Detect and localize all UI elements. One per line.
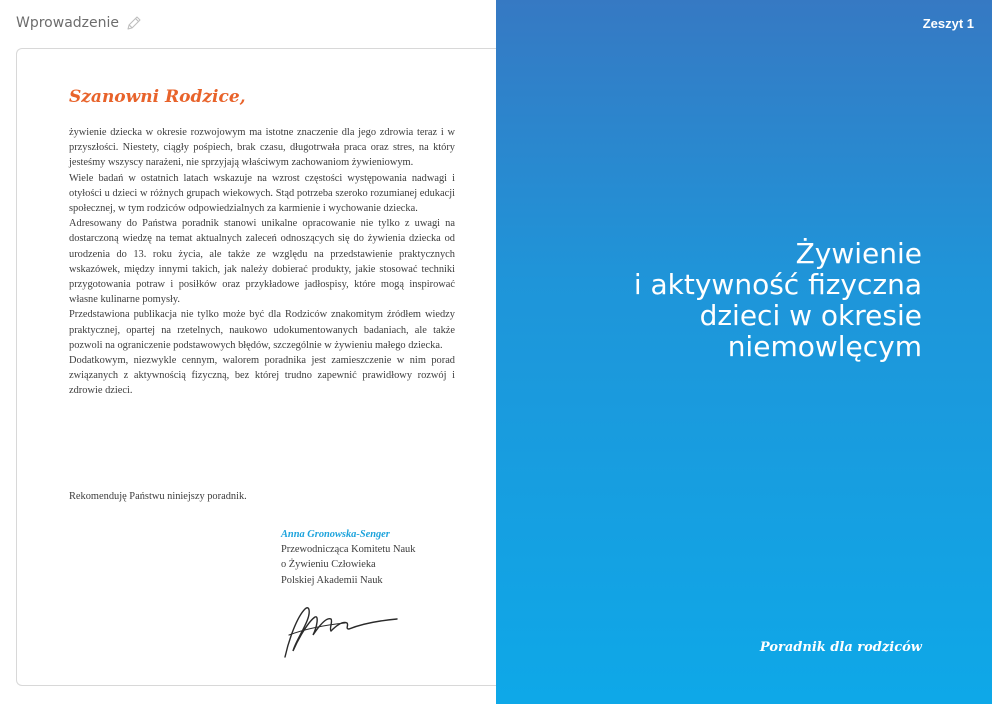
author-role-line: Polskiej Akademii Nauk [281, 574, 383, 586]
author-role-line: o Żywieniu Człowieka [281, 559, 376, 571]
paragraph: żywienie dziecka w okresie rozwojowym ma istotne znaczenie dla jego zdrowia teraz i w przyszłości. Niestety, ciągły pośpiech, brak czasu, długotrwała praca oraz stres, na który jesteśmy wszyscy narażeni, nie sprzyjają właściwym zachowaniom żywieniowym. [69, 127, 455, 169]
paragraph: Wiele badań w ostatnich latach wskazuje na wzrost częstości występowania nadwagi i otyłości u dzieci w różnych grupach wiekowych. Stąd potrzeba szeroko rozumianej edukacji społecznej, w tym rodziców odpowiedzialnych za karmienie i wychowanie dziecka. [69, 172, 455, 215]
paragraph: Przedstawiona publikacja nie tylko może być dla Rodziców znakomitym źródłem wiedzy praktycznej, opartej na rzetelnych, naukowo udokumentowanych badaniach, ale także pozwoli na ograniczenie podstawowych błędów, szczególnie w żywieniu małego dziecka. [69, 309, 455, 351]
cover-title [634, 238, 922, 362]
paragraph: Dodatkowym, niezwykle cennym, walorem poradnika jest zamieszczenie w nim porad związanych z aktywnością fizyczną, bez której trudno zapewnić prawidłowy rozwój i zdrowie dzieci. [69, 355, 455, 397]
title-line: niemowlęcym [727, 330, 922, 363]
document-card [16, 48, 496, 686]
letter-body [69, 125, 455, 399]
author-role-line: Przewodnicząca Komitetu Nauk [281, 544, 416, 556]
title-line: Żywienie [795, 237, 922, 270]
cover-page [496, 0, 992, 704]
cover-subtitle: Poradnik dla rodziców [759, 640, 922, 655]
author-block [281, 527, 481, 588]
signature-image [275, 599, 405, 665]
author-name: Anna Gronowska-Senger [281, 529, 390, 540]
section-title: Wprowadzenie [16, 15, 119, 31]
greeting: Szanowni Rodzice, [69, 87, 246, 107]
pencil-icon[interactable] [125, 14, 143, 32]
section-header [16, 14, 143, 32]
issue-label: Zeszyt 1 [922, 16, 974, 31]
title-line: dzieci w okresie [699, 299, 922, 332]
title-line: i aktywność fizyczna [633, 268, 922, 301]
paragraph: Adresowany do Państwa poradnik stanowi unikalne opracowanie nie tylko z uwagi na dostarczoną wiedzę na temat aktualnych zaleceń odnoszących się do żywienia dziecka od urodzenia do 13. roku życia, ale także ze względu na przedstawienie praktycznych wskazówek, między innymi takich, jak należy dobierać produkty, jakie stosować techniki przygotowania potraw i posiłków oraz przykładowe jadłospisy, które mogą inspirować własne kulinarne pomysły. [69, 218, 455, 306]
recommendation: Rekomenduję Państwu niniejszy poradnik. [69, 491, 247, 502]
